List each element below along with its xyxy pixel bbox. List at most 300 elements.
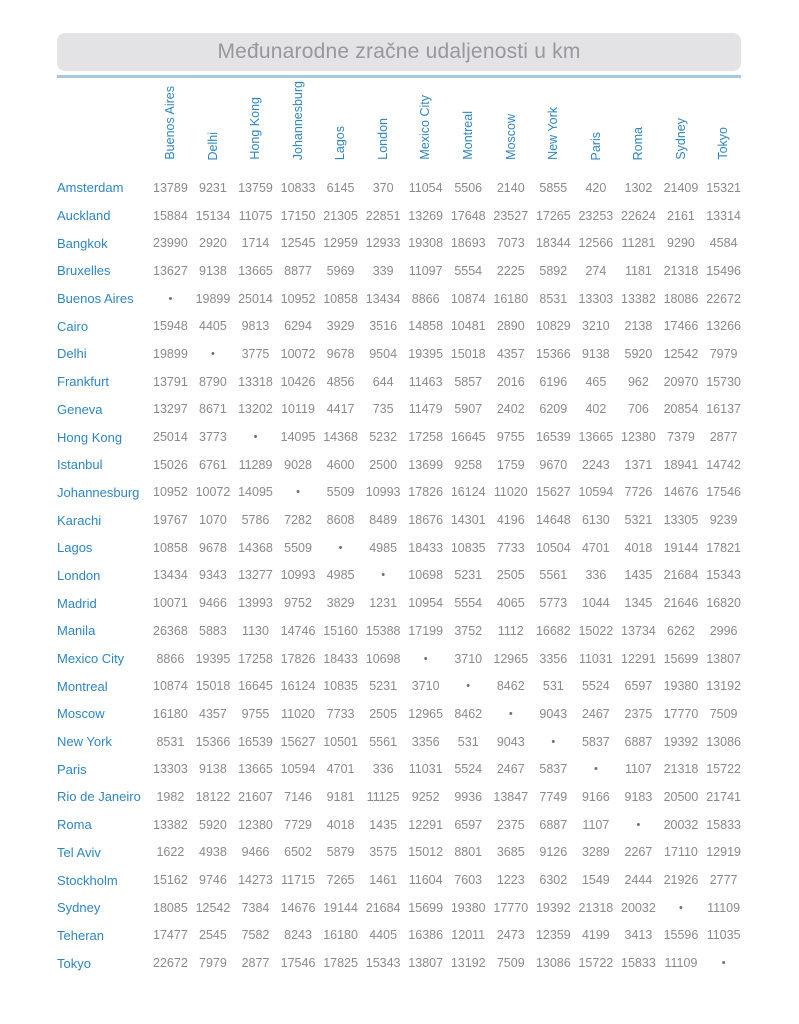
distance-cell: 9043 — [539, 706, 568, 721]
table-row — [57, 728, 745, 756]
distance-cell: 15018 — [450, 346, 486, 361]
distance-cell: 9678 — [199, 540, 227, 555]
distance-cell: 10952 — [153, 485, 188, 500]
distance-cell: 9813 — [241, 319, 270, 334]
distance-cell: 15722 — [706, 762, 741, 777]
distance-cell: 1181 — [624, 263, 652, 278]
distance-cell: 17826 — [408, 485, 444, 500]
distance-cell: 4701 — [581, 540, 610, 555]
distance-cell: 5837 — [581, 734, 610, 749]
distance-cell: 16180 — [493, 291, 529, 306]
diagonal-dot: • — [253, 431, 258, 444]
distance-cell: 1759 — [496, 457, 525, 472]
distance-cell: 1982 — [156, 789, 185, 804]
distance-cell: 15699 — [408, 900, 444, 915]
column-header — [362, 79, 405, 174]
distance-cell: 15162 — [153, 873, 188, 888]
distance-cell: 12959 — [323, 236, 358, 251]
distance-cell: 19392 — [535, 900, 571, 915]
table-header — [57, 79, 745, 174]
distance-cell: 4357 — [496, 346, 525, 361]
distance-cell: 10594 — [280, 762, 316, 777]
distance-cell: 15134 — [195, 208, 231, 223]
column-header — [319, 79, 362, 174]
column-header-label: Montreal — [460, 111, 475, 160]
distance-cell: 10698 — [365, 651, 401, 666]
distance-cell: 15948 — [153, 319, 188, 334]
column-header-label: Buenos Aires — [163, 86, 178, 160]
distance-cell: 4856 — [326, 374, 355, 389]
distance-cell: 10071 — [153, 596, 188, 611]
distance-cell: 2545 — [199, 928, 227, 943]
distance-cell: 10954 — [408, 596, 444, 611]
distance-cell: 13305 — [663, 513, 699, 528]
row-header: Johannesburg — [57, 484, 140, 500]
distance-cell: 17258 — [408, 430, 444, 445]
distance-cell: 1044 — [581, 596, 610, 611]
distance-cell: 5920 — [624, 346, 653, 361]
distance-cell: 370 — [372, 180, 394, 195]
distance-cell: 5773 — [539, 596, 568, 611]
distance-cell: 8866 — [411, 291, 440, 306]
distance-cell: 1435 — [369, 817, 398, 832]
distance-cell: 10835 — [450, 540, 486, 555]
distance-cell: 8489 — [369, 513, 398, 528]
distance-cell: 15366 — [195, 734, 231, 749]
column-header — [447, 79, 490, 174]
table-row — [57, 783, 745, 811]
distance-cell: 7582 — [241, 928, 270, 943]
distance-cell: 19395 — [408, 346, 444, 361]
row-header: Delhi — [57, 346, 87, 362]
distance-cell: 25014 — [153, 430, 188, 445]
column-header — [575, 79, 618, 174]
distance-cell: 5855 — [539, 180, 568, 195]
distance-cell: 16180 — [323, 928, 358, 943]
row-header: Montreal — [57, 678, 108, 694]
distance-cell: 13297 — [153, 402, 188, 417]
distance-cell: 1107 — [624, 762, 652, 777]
distance-cell: 5231 — [369, 679, 398, 694]
distance-cell: 16180 — [153, 706, 188, 721]
distance-cell: 16539 — [238, 734, 273, 749]
distance-cell: 18085 — [153, 900, 188, 915]
distance-cell: 15833 — [621, 956, 656, 971]
distance-cell: 18122 — [195, 789, 231, 804]
table-row — [57, 423, 745, 451]
distance-cell: 12545 — [280, 236, 316, 251]
distance-cell: 13734 — [621, 623, 656, 638]
distance-cell: 10833 — [280, 180, 316, 195]
distance-cell: 19392 — [663, 734, 699, 749]
distance-cell: 2161 — [667, 208, 695, 223]
distance-cell: 9183 — [624, 789, 653, 804]
distance-cell: 3210 — [581, 319, 610, 334]
distance-cell: 9252 — [411, 789, 440, 804]
distance-cell: 3775 — [241, 346, 270, 361]
table-row — [57, 257, 745, 285]
distance-cell: 19380 — [663, 679, 699, 694]
distance-cell: 17648 — [450, 208, 486, 223]
distance-cell: 11715 — [281, 873, 315, 888]
distance-cell: 13847 — [493, 789, 529, 804]
distance-cell: 9290 — [667, 236, 695, 251]
distance-cell: 2877 — [241, 956, 270, 971]
distance-cell: 11031 — [408, 762, 443, 777]
distance-cell: 22672 — [706, 291, 741, 306]
distance-cell: 16645 — [238, 679, 273, 694]
distance-cell: 13269 — [408, 208, 444, 223]
distance-cell: 14368 — [238, 540, 273, 555]
distance-cell: 13627 — [153, 263, 188, 278]
distance-cell: 15884 — [153, 208, 188, 223]
distance-cell: 1435 — [624, 568, 653, 583]
distance-cell: 18344 — [535, 236, 571, 251]
distance-cell: 962 — [627, 374, 649, 389]
distance-cell: 15627 — [280, 734, 316, 749]
distance-cell: 9258 — [454, 457, 483, 472]
distance-cell: 17466 — [663, 319, 699, 334]
distance-cell: 11097 — [408, 263, 443, 278]
table-row — [57, 312, 745, 340]
distance-cell: 16539 — [535, 430, 571, 445]
distance-cell: 21305 — [323, 208, 358, 223]
distance-cell: 5524 — [454, 762, 483, 777]
distance-cell: 10993 — [280, 568, 316, 583]
column-header-label: Mexico City — [418, 95, 433, 160]
diagonal-dot: • — [168, 292, 173, 305]
distance-cell: 1302 — [624, 180, 653, 195]
distance-cell: 21684 — [365, 900, 401, 915]
distance-cell: 11604 — [408, 873, 443, 888]
distance-cell: 11281 — [621, 236, 656, 251]
distance-cell: 13318 — [238, 374, 273, 389]
distance-cell: 10874 — [450, 291, 486, 306]
distance-cell: 15321 — [706, 180, 741, 195]
distance-cell: 19144 — [663, 540, 699, 555]
distance-cell: 21318 — [578, 900, 614, 915]
distance-cell: 6262 — [667, 623, 695, 638]
table-row — [57, 479, 745, 507]
column-header-label: Johannesburg — [290, 80, 305, 160]
distance-cell: 1130 — [242, 623, 269, 638]
distance-cell: 3752 — [454, 623, 483, 638]
row-header: Hong Kong — [57, 429, 123, 445]
distance-cell: 11054 — [408, 180, 443, 195]
distance-cell: 13993 — [238, 596, 273, 611]
distance-cell: 13303 — [578, 291, 614, 306]
row-header: New York — [57, 734, 112, 750]
distance-cell: 16124 — [450, 485, 486, 500]
distance-cell: 7729 — [284, 817, 312, 832]
distance-cell: 16386 — [408, 928, 444, 943]
distance-cell: 11031 — [578, 651, 613, 666]
distance-cell: 14742 — [706, 457, 741, 472]
distance-cell: 5231 — [454, 568, 483, 583]
column-header — [660, 79, 703, 174]
distance-cell: 3516 — [369, 319, 398, 334]
distance-cell: 14301 — [450, 513, 486, 528]
table-row — [57, 396, 745, 424]
distance-cell: 10119 — [281, 402, 315, 417]
distance-cell: 14648 — [535, 513, 571, 528]
distance-cell: 13086 — [706, 734, 741, 749]
column-header — [490, 79, 533, 174]
distance-cell: 21926 — [663, 873, 699, 888]
distance-cell: 8462 — [454, 706, 483, 721]
distance-cell: 1107 — [582, 817, 610, 832]
distance-cell: 3773 — [199, 430, 227, 445]
distance-cell: 7733 — [496, 540, 525, 555]
distance-cell: 3413 — [624, 928, 653, 943]
distance-cell: 15343 — [365, 956, 401, 971]
distance-cell: 19899 — [195, 291, 231, 306]
distance-cell: 12359 — [535, 928, 571, 943]
distance-cell: 13202 — [238, 402, 273, 417]
distance-cell: 531 — [542, 679, 564, 694]
distance-cell: 8531 — [539, 291, 568, 306]
distance-cell: 2467 — [581, 706, 610, 721]
distance-cell: 21318 — [663, 263, 699, 278]
distance-cell: 9755 — [496, 430, 525, 445]
table-row — [57, 451, 745, 479]
distance-cell: 644 — [372, 374, 394, 389]
distance-cell: 10426 — [280, 374, 316, 389]
distance-cell: 21646 — [663, 596, 699, 611]
distance-cell: 20500 — [663, 789, 699, 804]
distance-cell: 5232 — [369, 430, 398, 445]
table-row — [57, 672, 745, 700]
row-header: Tokyo — [57, 955, 91, 971]
distance-cell: 3356 — [411, 734, 440, 749]
distance-cell: 15012 — [408, 845, 444, 860]
distance-cell: 18693 — [450, 236, 486, 251]
distance-cell: 1345 — [624, 596, 653, 611]
distance-cell: 7979 — [199, 956, 227, 971]
distance-cell: 13759 — [238, 180, 273, 195]
distance-cell: 9138 — [199, 263, 227, 278]
row-header: Teheran — [57, 927, 104, 943]
column-header — [277, 79, 320, 174]
table-row — [57, 174, 745, 202]
distance-cell: 13665 — [578, 430, 614, 445]
distance-cell: 5907 — [454, 402, 483, 417]
distance-cell: 10835 — [323, 679, 358, 694]
distance-cell: 8531 — [156, 734, 185, 749]
distance-cell: 13434 — [153, 568, 188, 583]
distance-cell: 12542 — [195, 900, 231, 915]
distance-cell: 5883 — [199, 623, 227, 638]
distance-cell: 11479 — [408, 402, 443, 417]
row-header: Paris — [57, 761, 87, 777]
distance-cell: 22851 — [365, 208, 401, 223]
distance-cell: 18086 — [663, 291, 699, 306]
distance-cell: 5506 — [454, 180, 483, 195]
distance-cell: 12542 — [663, 346, 699, 361]
distance-cell: 9181 — [326, 789, 355, 804]
distance-cell: 16124 — [280, 679, 316, 694]
distance-cell: 17770 — [663, 706, 699, 721]
distance-cell: 17258 — [238, 651, 273, 666]
distance-cell: 12919 — [706, 845, 741, 860]
distance-cell: 1231 — [369, 596, 398, 611]
distance-cell: 18676 — [408, 513, 444, 528]
distance-cell: 18433 — [323, 651, 358, 666]
table-row — [57, 617, 745, 645]
table-row — [57, 368, 745, 396]
distance-cell: 11109 — [707, 900, 741, 915]
distance-cell: 5554 — [454, 596, 483, 611]
table-row — [57, 949, 745, 977]
distance-cell: 9043 — [496, 734, 525, 749]
distance-cell: 1070 — [199, 513, 227, 528]
distance-cell: 21684 — [663, 568, 699, 583]
row-header: Amsterdam — [57, 180, 124, 196]
table-row — [57, 755, 745, 783]
column-header-label: Tokyo — [716, 127, 731, 160]
distance-cell: 10858 — [153, 540, 188, 555]
distance-cell: 10072 — [280, 346, 316, 361]
distance-cell: 9466 — [241, 845, 270, 860]
distance-cell: 13277 — [238, 568, 273, 583]
distance-cell: 1371 — [624, 457, 653, 472]
distance-cell: 8877 — [284, 263, 312, 278]
distance-cell: 17825 — [323, 956, 358, 971]
distance-cell: 2920 — [199, 236, 227, 251]
distance-cell: 6761 — [199, 457, 227, 472]
distance-cell: 13665 — [238, 762, 273, 777]
distance-cell: 4417 — [326, 402, 355, 417]
distance-cell: 7749 — [539, 789, 568, 804]
distance-cell: 13192 — [450, 956, 486, 971]
distance-cell: 23253 — [578, 208, 614, 223]
distance-cell: 10501 — [323, 734, 358, 749]
distance-cell: 17546 — [280, 956, 316, 971]
distance-cell: 4196 — [496, 513, 525, 528]
distance-cell: 2467 — [496, 762, 525, 777]
distance-cell: 420 — [585, 180, 607, 195]
distance-cell: 13086 — [535, 956, 571, 971]
distance-cell: 19308 — [408, 236, 444, 251]
distance-cell: 14368 — [323, 430, 358, 445]
distance-cell: 13789 — [153, 180, 188, 195]
distance-cell: 336 — [372, 762, 394, 777]
distance-cell: 13791 — [153, 374, 188, 389]
distance-cell: 6130 — [581, 513, 610, 528]
table-row — [57, 922, 745, 950]
diagonal-dot: • — [679, 901, 683, 914]
distance-cell: 10829 — [535, 319, 571, 334]
distance-cell: 2016 — [496, 374, 525, 389]
distance-cell: 13434 — [365, 291, 401, 306]
distance-cell: 8243 — [284, 928, 312, 943]
distance-cell: 13303 — [153, 762, 188, 777]
distance-cell: 15730 — [706, 374, 741, 389]
distance-cell: 15160 — [323, 623, 358, 638]
distance-cell: 18941 — [663, 457, 699, 472]
column-header — [532, 79, 575, 174]
distance-cell: 6209 — [539, 402, 568, 417]
distance-cell: 7726 — [624, 485, 653, 500]
distance-cell: 6145 — [326, 180, 355, 195]
distance-cell: 6294 — [284, 319, 312, 334]
distance-cell: 2444 — [624, 873, 653, 888]
distance-cell: 10858 — [323, 291, 358, 306]
distance-cell: 14095 — [238, 485, 273, 500]
distance-cell: 3356 — [539, 651, 568, 666]
distance-cell: 274 — [585, 263, 607, 278]
distance-cell: 706 — [627, 402, 649, 417]
distance-cell: 2505 — [496, 568, 525, 583]
distance-cell: 16645 — [450, 430, 486, 445]
distance-cell: 2505 — [369, 706, 398, 721]
distance-cell: 4018 — [326, 817, 355, 832]
distance-cell: 8608 — [326, 513, 355, 528]
distance-cell: 8801 — [454, 845, 483, 860]
distance-cell: 6597 — [624, 679, 653, 694]
distance-cell: 339 — [372, 263, 394, 278]
distance-cell: 11109 — [664, 956, 698, 971]
distance-cell: 7146 — [284, 789, 312, 804]
distance-cell: 7265 — [326, 873, 355, 888]
distance-cell: 8671 — [199, 402, 227, 417]
distance-cell: 9678 — [326, 346, 355, 361]
distance-cell: 2243 — [581, 457, 610, 472]
distance-cell: 21409 — [663, 180, 699, 195]
distance-cell: 9755 — [241, 706, 270, 721]
distance-cell: 12291 — [621, 651, 656, 666]
distance-cell: 12965 — [408, 706, 444, 721]
distance-cell: 1223 — [496, 873, 525, 888]
table-row — [57, 506, 745, 534]
row-header: Istanbul — [57, 457, 103, 473]
distance-cell: 1461 — [369, 873, 398, 888]
table-row — [57, 562, 745, 590]
distance-cell: 9239 — [709, 513, 738, 528]
row-header: Geneva — [57, 401, 103, 417]
page-title: Međunarodne zračne udaljenosti u km — [217, 40, 581, 63]
row-header: Rio de Janeiro — [57, 789, 141, 805]
diagonal-dot: • — [551, 735, 556, 748]
distance-cell: 9126 — [539, 845, 568, 860]
distance-cell: 1622 — [156, 845, 185, 860]
distance-cell: 11125 — [366, 789, 400, 804]
distance-cell: 22624 — [621, 208, 656, 223]
row-header: Moscow — [57, 706, 105, 722]
distance-cell: 5786 — [241, 513, 270, 528]
distance-cell: 6597 — [454, 817, 483, 832]
distance-cell: 2267 — [624, 845, 653, 860]
distance-cell: 4985 — [369, 540, 398, 555]
distance-cell: 9166 — [581, 789, 610, 804]
distance-cell: 2890 — [496, 319, 525, 334]
distance-cell: 2138 — [624, 319, 653, 334]
distance-cell: 1549 — [581, 873, 610, 888]
distance-cell: 5837 — [539, 762, 568, 777]
distance-cell: 12011 — [451, 928, 486, 943]
row-header: Madrid — [57, 595, 97, 611]
distance-cell: 5561 — [369, 734, 398, 749]
distance-cell: 3829 — [326, 596, 355, 611]
distance-cell: 19395 — [195, 651, 231, 666]
distance-cell: 8790 — [199, 374, 227, 389]
distance-cell: 11289 — [238, 457, 273, 472]
distance-cell: 5509 — [326, 485, 355, 500]
distance-cell: 402 — [585, 402, 607, 417]
distance-cell: 6887 — [539, 817, 568, 832]
row-header: Frankfurt — [57, 374, 110, 390]
column-header-row — [57, 79, 745, 174]
